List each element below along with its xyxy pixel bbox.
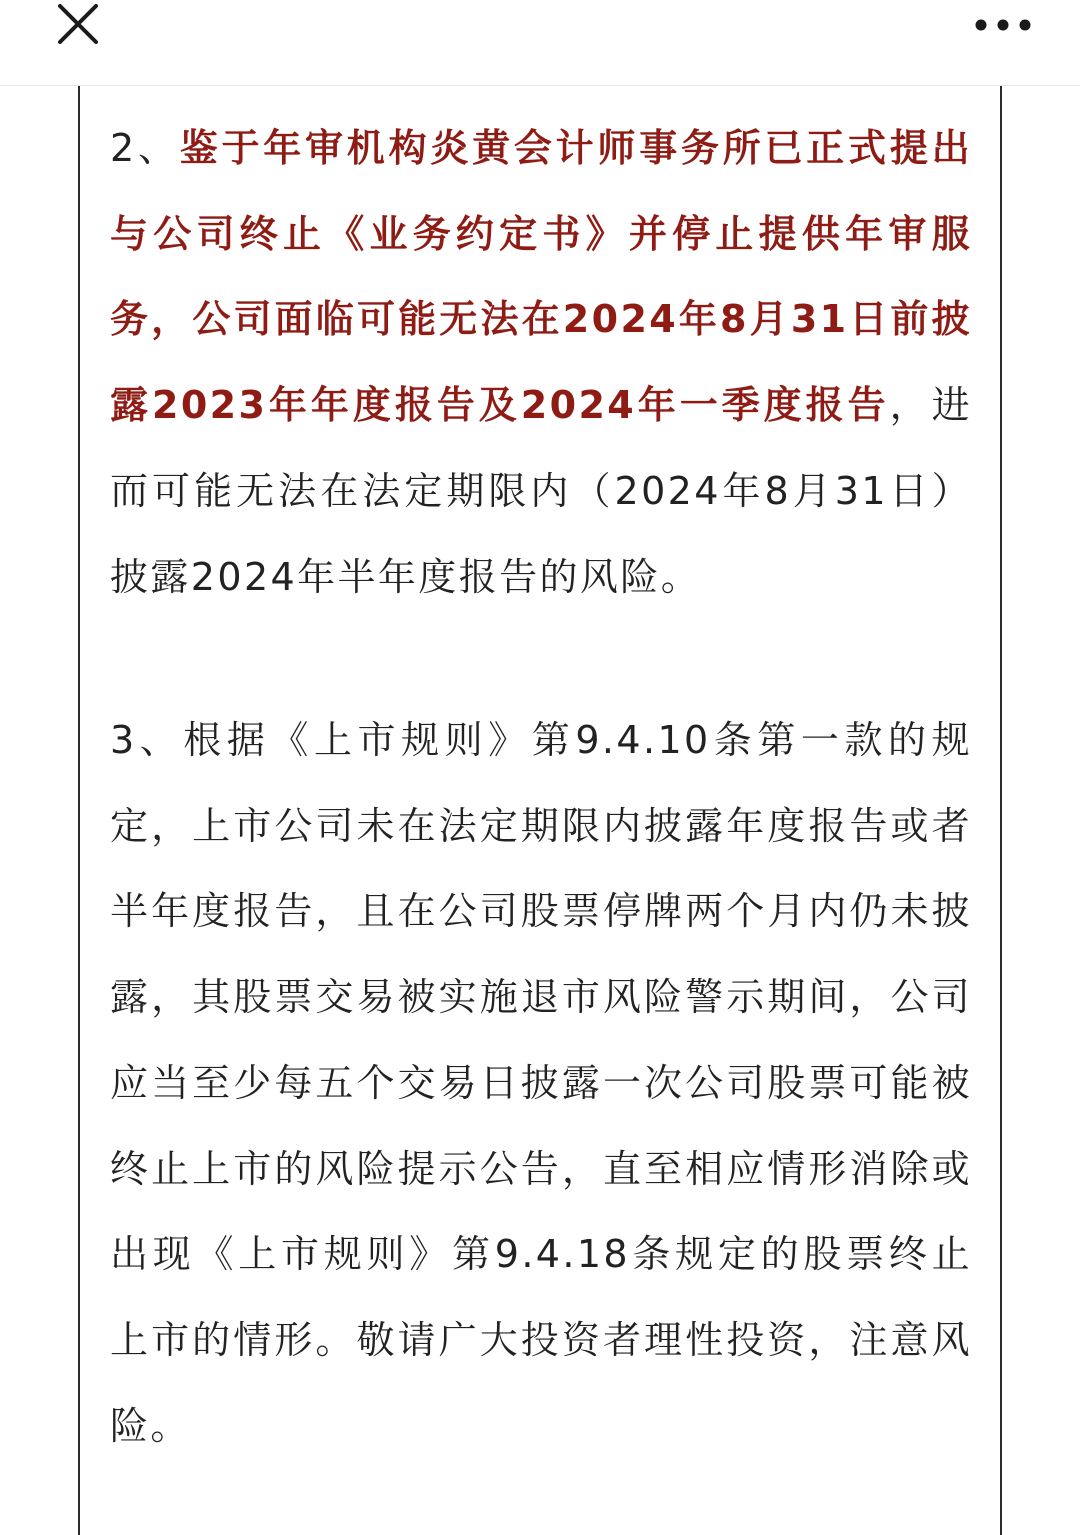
paragraph-2-highlight: 鉴于年审机构炎黄会计师事务所已正式提出与公司终止《业务约定书》并停止提供年审服务，公司面临可能无法在2024年8月31日前披露2023年年度报告及2024年一季度报告 [110,126,972,428]
paragraph-2-rest: ，进而可能无法在法定期限内（2024年8月31日）披露2024年半年度报告的风险。 [110,383,972,599]
article-content-box [78,86,1002,1535]
close-button[interactable] [52,2,104,48]
paragraph-2-prefix: 2、 [110,126,180,170]
top-nav-bar [0,0,1080,86]
paragraph-3: 3、根据《上市规则》第9.4.10条第一款的规定，上市公司未在法定期限内披露年度报告或者半年度报告，且在公司股票停牌两个月内仍未披露，其股票交易被实施退市风险警示期间，公司应当至少每五个交易日披露一次公司股票可能被终止上市的风险提示公告，直至相应情形消除或出现《上市规则》第9.4.18条规定的股票终止上市的情形。敬请广大投资者理性投资，注意风险。 [110,718,972,1448]
paragraph-2 [110,106,972,620]
more-horizontal-icon [972,14,1034,36]
more-options-button[interactable] [972,14,1034,36]
close-icon [52,2,104,48]
